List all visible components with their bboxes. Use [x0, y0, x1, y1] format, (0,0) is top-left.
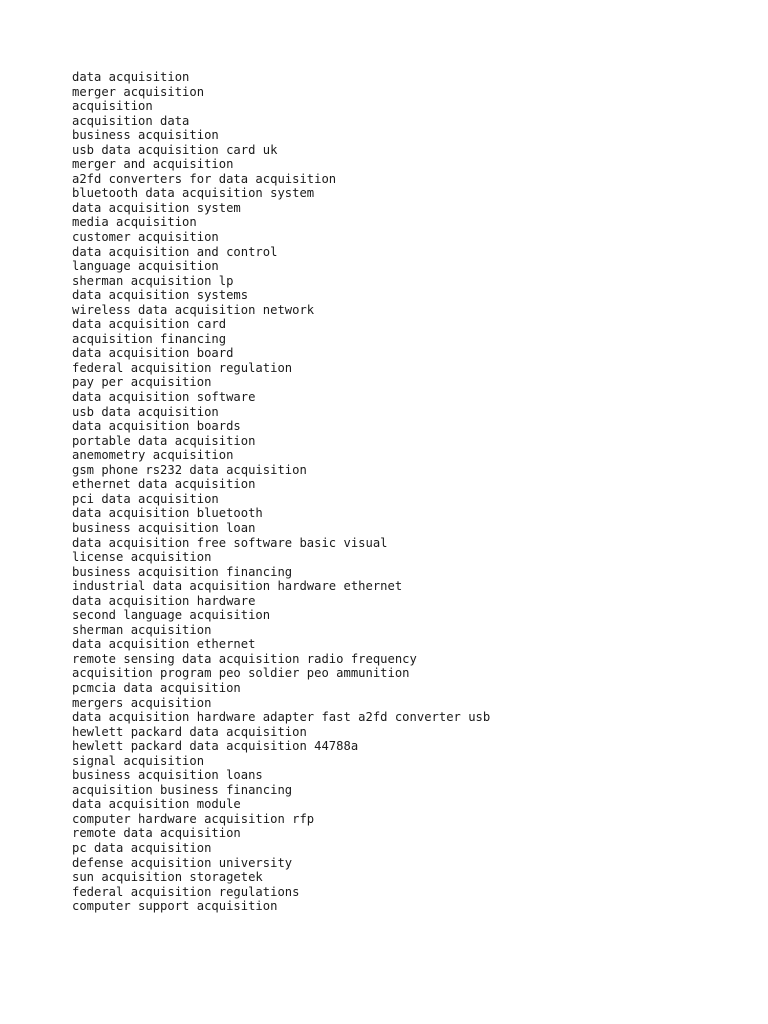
keyword-item: signal acquisition: [72, 753, 205, 768]
keyword-item: data acquisition system: [72, 200, 241, 215]
keyword-item: defense acquisition university: [72, 855, 293, 870]
keyword-item: media acquisition: [72, 215, 197, 230]
keyword-item: business acquisition loans: [72, 768, 263, 783]
keyword-item: hewlett packard data acquisition: [72, 724, 307, 739]
keyword-item: business acquisition financing: [72, 564, 293, 579]
keyword-item: sherman acquisition: [72, 622, 212, 637]
keyword-item: bluetooth data acquisition system: [72, 186, 315, 201]
keyword-item: pay per acquisition: [72, 375, 212, 390]
keyword-item: pci data acquisition: [72, 491, 219, 506]
keyword-item: a2fd converters for data acquisition: [72, 171, 337, 186]
keyword-item: acquisition financing: [72, 331, 227, 346]
keyword-item: data acquisition software: [72, 390, 256, 405]
keyword-item: pc data acquisition: [72, 840, 212, 855]
keyword-item: usb data acquisition: [72, 404, 219, 419]
keyword-item: business acquisition loan: [72, 520, 256, 535]
keyword-item: gsm phone rs232 data acquisition: [72, 462, 307, 477]
keyword-item: wireless data acquisition network: [72, 302, 315, 317]
keyword-item: industrial data acquisition hardware ethernet: [72, 579, 403, 594]
keyword-item: data acquisition and control: [72, 244, 278, 259]
keyword-item: data acquisition free software basic visual: [72, 535, 388, 550]
keyword-item: computer hardware acquisition rfp: [72, 811, 315, 826]
keyword-item: federal acquisition regulation: [72, 360, 293, 375]
keyword-item: federal acquisition regulations: [72, 884, 300, 899]
keyword-item: merger and acquisition: [72, 157, 234, 172]
keyword-item: anemometry acquisition: [72, 448, 234, 463]
keyword-item: data acquisition: [72, 70, 190, 84]
keyword-item: mergers acquisition: [72, 695, 212, 710]
keyword-item: second language acquisition: [72, 608, 271, 623]
keyword-item: acquisition: [72, 99, 153, 114]
keyword-item: remote sensing data acquisition radio frequency: [72, 651, 417, 666]
keyword-item: merger acquisition: [72, 84, 205, 99]
keyword-item: usb data acquisition card uk: [72, 142, 278, 157]
keyword-item: data acquisition board: [72, 346, 234, 361]
keyword-item: pcmcia data acquisition: [72, 680, 241, 695]
keyword-item: ethernet data acquisition: [72, 477, 256, 492]
keyword-item: data acquisition boards: [72, 419, 241, 434]
keyword-list: [72, 70, 762, 914]
keyword-item: data acquisition ethernet: [72, 637, 256, 652]
keyword-item: sherman acquisition lp: [72, 273, 234, 288]
keyword-item: business acquisition: [72, 128, 219, 143]
keyword-item: data acquisition hardware adapter fast a2fd converter usb: [72, 710, 491, 725]
keyword-item: remote data acquisition: [72, 826, 241, 841]
keyword-item: license acquisition: [72, 550, 212, 565]
keyword-item: language acquisition: [72, 259, 219, 274]
keyword-item: customer acquisition: [72, 230, 219, 245]
keyword-item: data acquisition module: [72, 797, 241, 812]
keyword-item: data acquisition systems: [72, 288, 249, 303]
keyword-item: hewlett packard data acquisition 44788a: [72, 739, 359, 754]
keyword-item: data acquisition card: [72, 317, 227, 332]
keyword-item: computer support acquisition: [72, 899, 278, 914]
keyword-item: portable data acquisition: [72, 433, 256, 448]
keyword-item: sun acquisition storagetek: [72, 870, 263, 885]
keyword-item: acquisition data: [72, 113, 190, 128]
keyword-item: data acquisition hardware: [72, 593, 256, 608]
document-page: [72, 70, 762, 914]
keyword-item: data acquisition bluetooth: [72, 506, 263, 521]
keyword-item: acquisition business financing: [72, 782, 293, 797]
keyword-item: acquisition program peo soldier peo ammunition: [72, 666, 410, 681]
